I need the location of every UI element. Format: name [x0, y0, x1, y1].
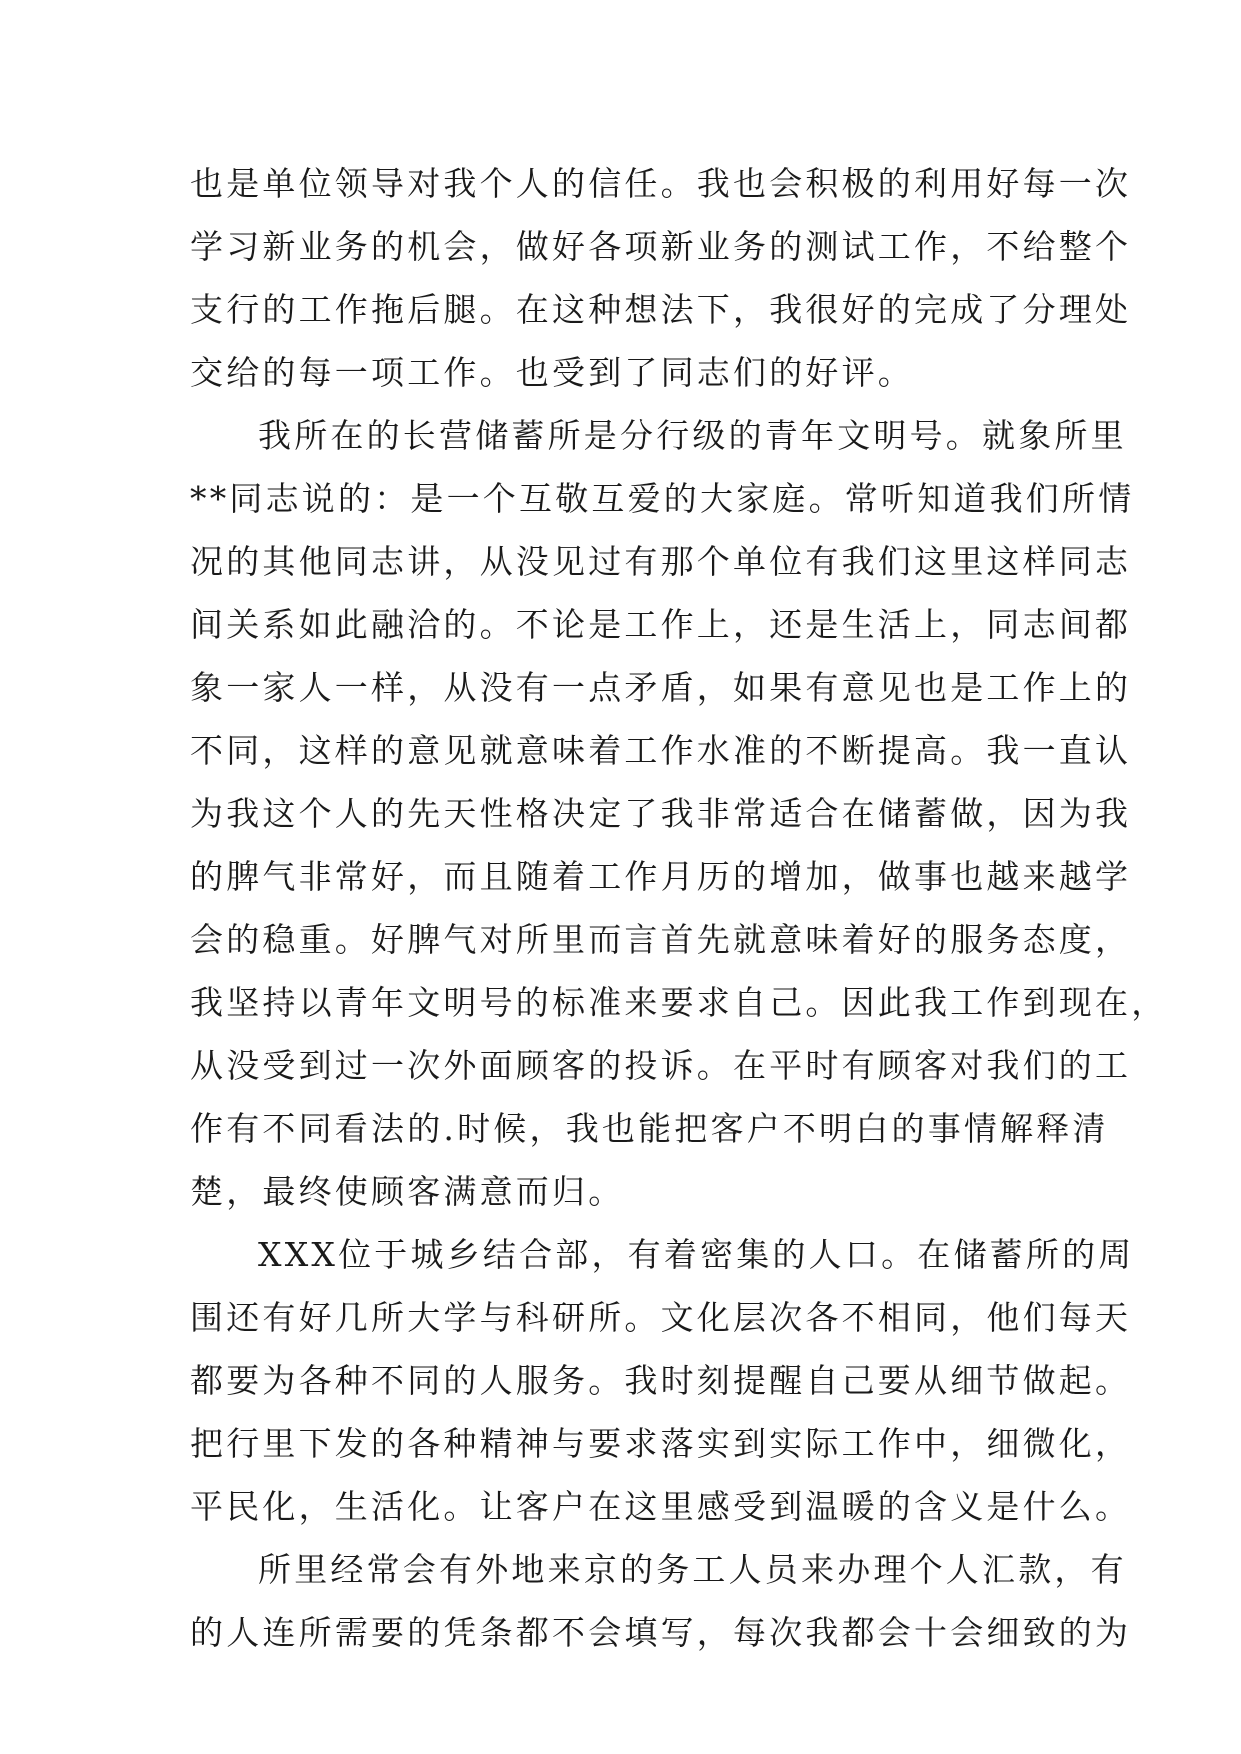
text-line: 学习新业务的机会，做好各项新业务的测试工作，不给整个: [190, 227, 1132, 266]
document-body: [190, 152, 1168, 1664]
text-line: 会的稳重。好脾气对所里而言首先就意味着好的服务态度，: [190, 920, 1132, 959]
paragraph-start-line: XXX位于城乡结合部，有着密集的人口。在储蓄所的周: [258, 1235, 1135, 1274]
text-line: 围还有好几所大学与科研所。文化层次各不相同，他们每天: [190, 1298, 1132, 1337]
text-line: 楚，最终使顾客满意而归。: [190, 1172, 625, 1211]
text-line: 间关系如此融洽的。不论是工作上，还是生活上，同志间都: [190, 605, 1132, 644]
text-line: 的脾气非常好，而且随着工作月历的增加，做事也越来越学: [190, 857, 1132, 896]
text-line: 从没受到过一次外面顾客的投诉。在平时有顾客对我们的工: [190, 1046, 1132, 1085]
paragraph-start-line: 我所在的长营储蓄所是分行级的青年文明号。就象所里: [258, 416, 1127, 455]
text-line: 都要为各种不同的人服务。我时刻提醒自己要从细节做起。: [190, 1361, 1132, 1400]
text-line: 况的其他同志讲，从没见过有那个单位有我们这里这样同志: [190, 542, 1132, 581]
paragraph-start-line: 所里经常会有外地来京的务工人员来办理个人汇款，有: [258, 1550, 1127, 1589]
text-line: 的人连所需要的凭条都不会填写，每次我都会十会细致的为: [190, 1613, 1132, 1652]
text-line: 作有不同看法的.时候，我也能把客户不明白的事情解释清: [190, 1109, 1109, 1148]
text-line: 支行的工作拖后腿。在这种想法下，我很好的完成了分理处: [190, 290, 1132, 329]
text-line: 我坚持以青年文明号的标准来要求自己。因此我工作到现在，: [190, 983, 1168, 1022]
text-line: 交给的每一项工作。也受到了同志们的好评。: [190, 353, 914, 392]
text-line: 不同，这样的意见就意味着工作水准的不断提高。我一直认: [190, 731, 1132, 770]
text-line: 也是单位领导对我个人的信任。我也会积极的利用好每一次: [190, 164, 1132, 203]
text-line: 把行里下发的各种精神与要求落实到实际工作中，细微化，: [190, 1424, 1132, 1463]
text-line: 象一家人一样，从没有一点矛盾，如果有意见也是工作上的: [190, 668, 1132, 707]
text-line: 为我这个人的先天性格决定了我非常适合在储蓄做，因为我: [190, 794, 1132, 833]
text-line: **同志说的：是一个互敬互爱的大家庭。常听知道我们所情: [190, 479, 1135, 518]
text-line: 平民化，生活化。让客户在这里感受到温暖的含义是什么。: [190, 1487, 1132, 1526]
